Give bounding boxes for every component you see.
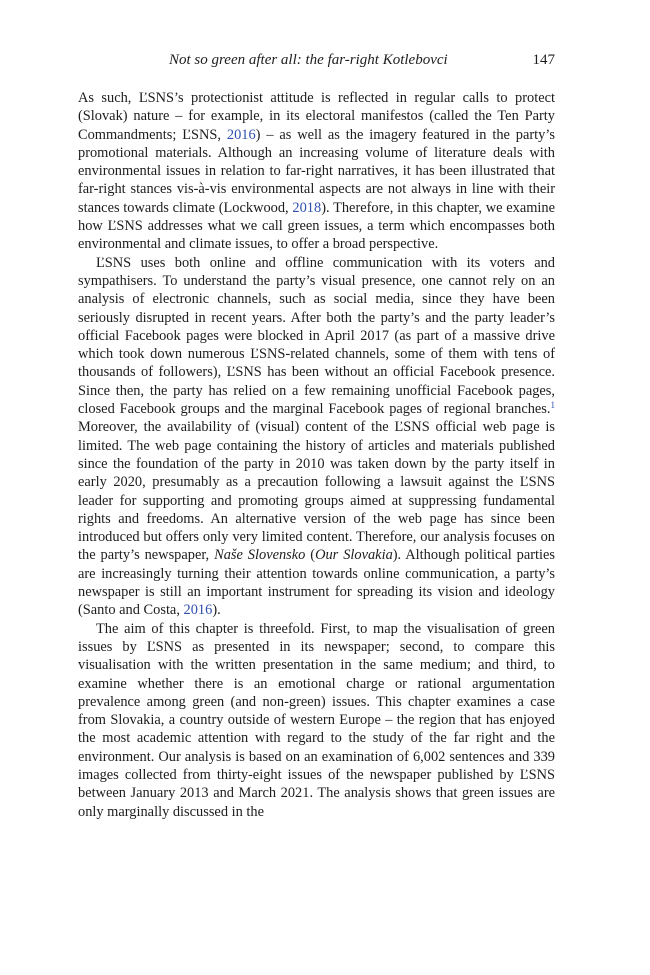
body-text (78, 89, 555, 821)
running-head (78, 49, 555, 71)
paragraph-2 (78, 254, 555, 620)
text-run: Moreover, the availability of (visual) content of the ĽSNS official web page is limited. The web page containing the history of articles and materials published since the foundation of the party in 2010 was taken down by the party itself in early 2020, presumably as a precaution following a lawsuit against the ĽSNS leader for supporting and promoting groups aimed at suppressing fundamental rights and freedoms. An alternative version of the web page has since been introduced but offers only very limited content. Therefore, our analysis focuses on the party’s newspaper, (78, 419, 555, 564)
citation-link-santo-costa-2016[interactable]: 2016 (183, 602, 213, 619)
paragraph-3 (78, 620, 555, 821)
text-run: ( (305, 547, 316, 564)
text-run: ). Therefore, in this chapter, we examine how ĽSNS addresses what we call green issues, a term which encompasses both environmental and climate issues, to offer a broad perspective. (78, 199, 556, 253)
page-number: 147 (532, 52, 555, 68)
citation-link-lockwood-2018[interactable]: 2018 (292, 199, 322, 216)
text-run: The aim of this chapter is threefold. First, to map the visualisation of green issues by ĽSNS as presented in its newspaper; second, to compare this visualisation with the written presentation in the same medium; and third, to examine whether there is an emotional charge or rational argumentation prevalence among green (and non-green) issues. This chapter examines a case from Slovakia, a country outside of western Europe – the region that has enjoyed the most academic attention with regard to the study of the far right and the environment. Our analysis is based on an examination of 6,002 sentences and 339 images collected from thirty-eight issues of the newspaper published by ĽSNS between January 2013 and March 2021. The analysis shows that green issues are only marginally discussed in the (78, 620, 555, 820)
citation-link-lsns-2016[interactable]: 2016 (226, 126, 256, 143)
running-title: Not so green after all: the far-right Kotlebovci (169, 52, 448, 68)
paragraph-1 (78, 89, 555, 254)
text-run: ). (212, 602, 221, 619)
footnote-marker[interactable]: 1 (550, 400, 555, 411)
text-run: ) – as well as the imagery featured in the party’s promotional materials. Although an increasing volume of literature deals with environmental issues in relation to far-right narratives, it has been illustrated that far-right stances vis-à-vis environmental aspects are not always in line with their stances towards climate (Lockwood, (78, 126, 555, 216)
newspaper-title-translation: Our Slovakia (315, 547, 393, 564)
text-run: ĽSNS uses both online and offline communication with its voters and sympathisers. To understand the party’s visual presence, one cannot rely on an analysis of electronic channels, such as social media, since they have been seriously disrupted in recent years. After both the party’s and the party leader’s official Facebook pages were blocked in April 2017 (as part of a massive drive which took down numerous ĽSNS-related channels, some of them with tens of thousands of followers), ĽSNS has been without an official Facebook presence. Since then, the party has relied on a few remaining unofficial Facebook pages, closed Facebook groups and the marginal Facebook pages of regional branches. (78, 254, 555, 418)
text-run: As such, ĽSNS’s protectionist attitude is reflected in regular calls to protect (Slovak) nature – for example, in its electoral manifestos (called the Ten Party Commandments; ĽSNS, (78, 90, 555, 143)
newspaper-title: Naše Slovensko (214, 547, 306, 564)
text-run: ). Although political parties are increasingly turning their attention towards online communication, a party’s newspaper is still an important instrument for spreading its vision and ideology (Santo and Costa, (78, 547, 556, 619)
